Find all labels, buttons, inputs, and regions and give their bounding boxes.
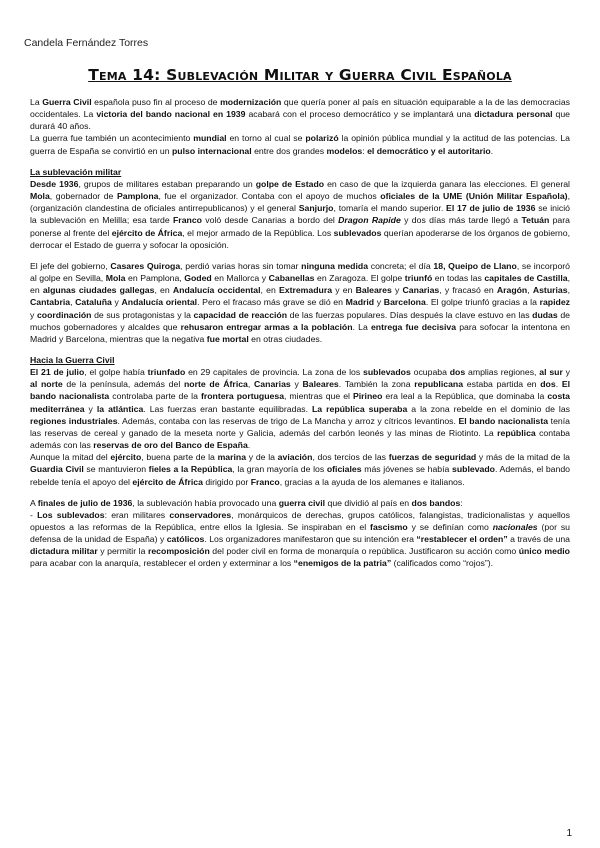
section-heading-hacia-guerra: Hacia la Guerra Civil bbox=[30, 354, 115, 365]
sublevacion-paragraph-2: El jefe del gobierno, Casares Quiroga, perdió varias horas sin tomar ninguna medida concreta; el día 18, Queipo de Llano, se incorporó al golpe en Sevilla, Mola en Pamplona, Goded en Mallorca y Cabanellas en Zaragoza. El golpe triunfó en todas las capitales de Castilla, en algunas ciudades gallegas, en Andalucía occidental, en Extremadura y en Baleares y Canarias, y fracasó en Aragón, Asturias, Cantabria, Cataluña y Andalucía oriental. Pero el fracaso más grave se dió en Madrid y Barcelona. El golpe triunfó gracias a la rapidez y coordinación de sus protagonistas y la capacidad de reacción de las fuerzas populares. Días después la clave estuvo en las dudas de muchos gobernadores y alcaldes que rehusaron entregar armas a la población. La entrega fue decisiva para sofocar la intentona en Madrid y Barcelona, mientras que la negativa fue mortal en otras ciudades. bbox=[30, 260, 571, 344]
section-heading-sublevacion: La sublevación militar bbox=[30, 166, 122, 177]
intro-paragraph-1: La Guerra Civil española puso fin al proceso de modernización que quería poner al país en situación equiparable a la de las democracias occidentales. La victoria del bando nacional en 1939 acabará con el proceso democrático y se implantará una dictadura personal que durará 40 años. bbox=[30, 97, 571, 132]
sublevados-paragraph: - Los sublevados: eran militares conservadores, monárquicos de derechas, grupos católicos, falangistas, tradicionalistas y aquellos opuestos a las reformas de la República, entre ellos la Iglesia. Se inspiraban en el fascismo y se definían como nacionales (por su defensa de la unidad de España) y católicos. Los organizadores manifestaron que su intención era “restablecer el orden” a través de una dictadura militar y permitir la recomposición del poder civil en forma de monarquía o república. Justificaron su acción como único medio para acabar con la anarquía, restablecer el orden y exterminar a los “enemigos de la patria” (calificados como “rojos”). bbox=[30, 509, 570, 569]
document-body bbox=[30, 96, 570, 570]
guerra-paragraph-2: Aunque la mitad del ejército, buena parte de la marina y de la aviación, dos tercios de las fuerzas de seguridad y más de la mitad de la Guardia Civil se mantuvieron fieles a la República, la gran mayoría de los oficiales más jóvenes se había sublevado. Además, el bando rebelde tenía el apoyo del ejército de África dirigido por Franco, gracias a la ayuda de los alemanes e italianos. bbox=[30, 452, 570, 487]
document-author: Candela Fernández Torres bbox=[24, 37, 149, 49]
bandos-intro-paragraph: A finales de julio de 1936, la sublevación había provocado una guerra civil que dividió al país en dos bandos: bbox=[30, 497, 463, 508]
sublevacion-paragraph-1: Desde 1936, grupos de militares estaban preparando un golpe de Estado en caso de que la izquierda ganara las elecciones. El general Mola, gobernador de Pamplona, fue el organizador. Contaba con el apoyo de muchos oficiales de la UME (Unión Militar Española), (organización clandestina de oficiales antirrepublicanos) y el general Sanjurjo, tomaría el mando superior. El 17 de julio de 1936 se inició la sublevación en Melilla; esa tarde Franco voló desde Canarias a bordo del Dragon Rapide y dos días más tarde llegó a Tetuán para ponerse al frente del ejército de África, el mejor armado de la República. Los sublevados querían apoderarse de los órganos de gobierno, derrocar el Estado de guerra y sofocar la oposición. bbox=[30, 178, 570, 250]
document-title: Tema 14: Sublevación Militar y Guerra Civil Española bbox=[88, 66, 512, 84]
intro-paragraph-2: La guerra fue también un acontecimiento mundial en torno al cual se polarizó la opinión pública mundial y la actitud de las potencias. La guerra de España se convirtió en un pulso internacional entre dos grandes modelos: el democrático y el autoritario. bbox=[30, 133, 571, 156]
guerra-paragraph-1: El 21 de julio, el golpe había triunfado en 29 capitales de provincia. La zona de los sublevados ocupaba dos amplias regiones, al sur y al norte de la península, además del norte de África, Canarias y Baleares. También la zona republicana estaba partida en dos. El bando nacionalista controlaba parte de la frontera portuguesa, mientras que el Pirineo era leal a la República, que dominaba la costa mediterránea y la atlántica. Las fuerzas eran bastante equilibradas. La república superaba a la zona rebelde en el dominio de las regiones industriales. Además, contaba con las reservas de trigo de La Mancha y arroz y cítricos levantinos. El bando nacionalista tenía las reservas de cereal y ganado de la meseta norte y Galicia, además del carbón leonés y las minas de Riotinto. La república contaba además con las reservas de oro del Banco de España. bbox=[30, 367, 571, 451]
page-number: 1 bbox=[566, 828, 572, 839]
